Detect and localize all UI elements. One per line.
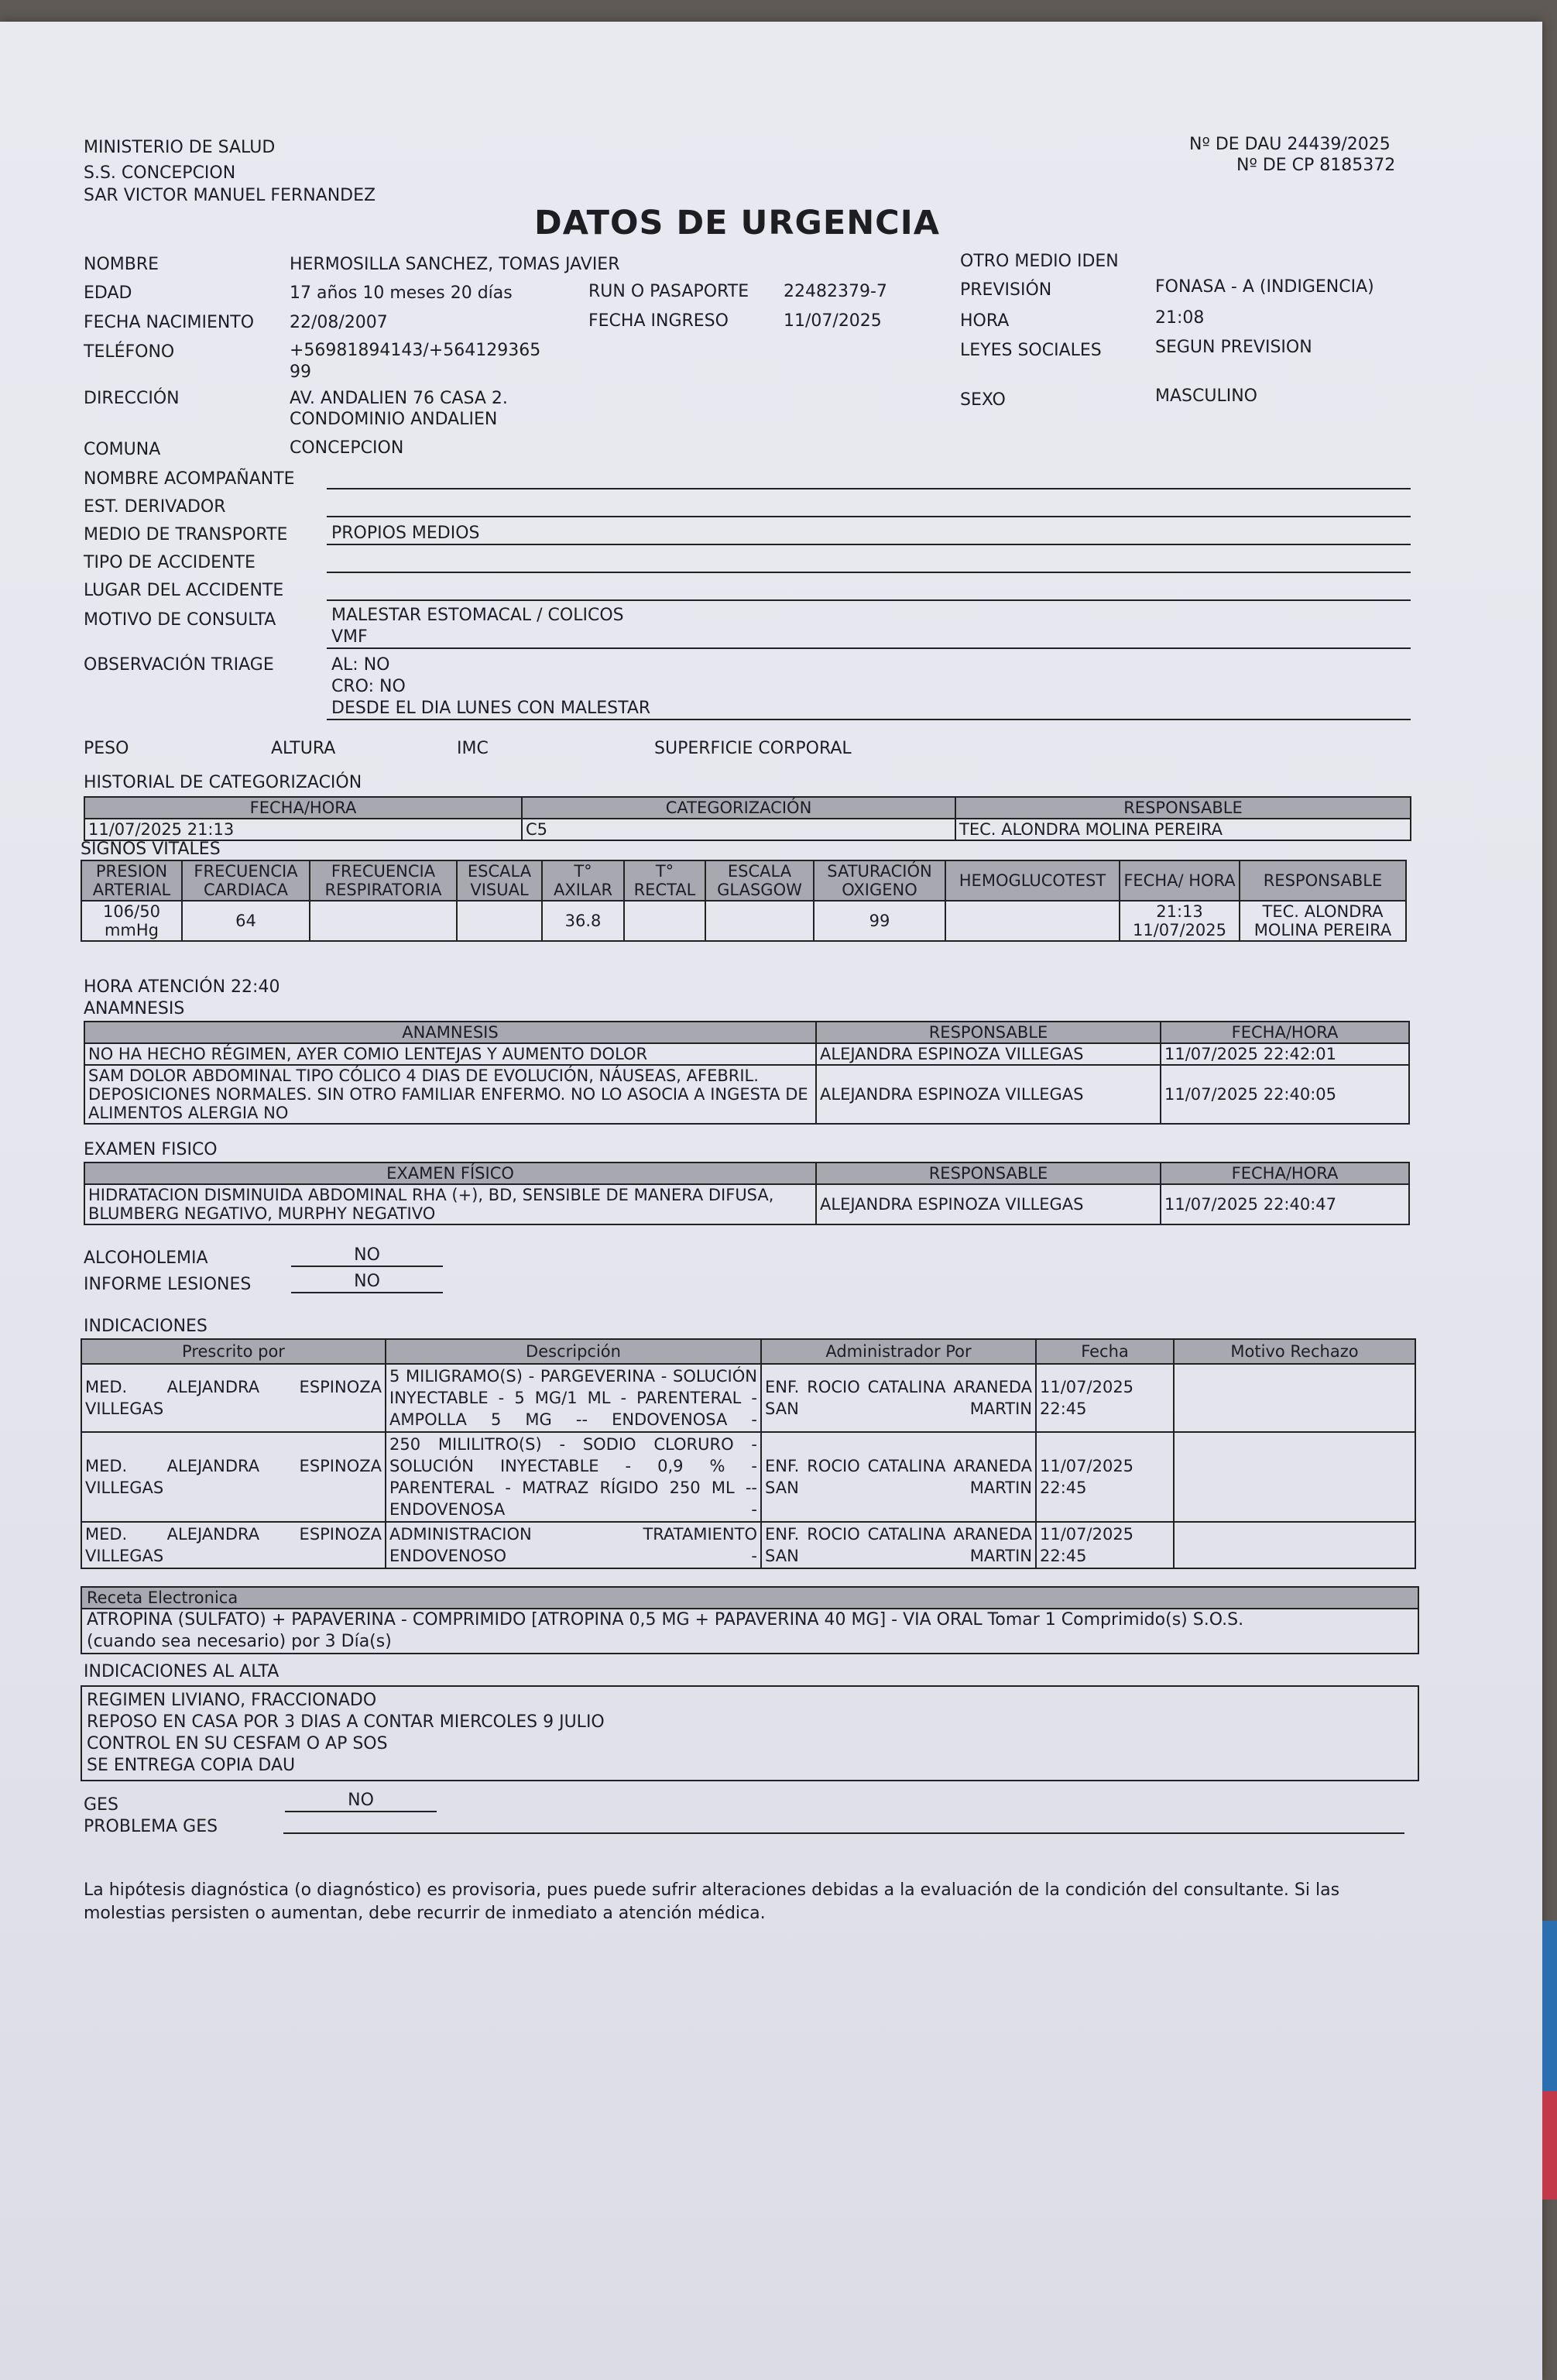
leyes-value: SEGUN PREVISION [1155, 338, 1312, 357]
ex-fecha: 11/07/2025 22:40:47 [1161, 1184, 1409, 1224]
indicaciones-table [81, 1338, 1416, 1569]
sv-presion: 106/50 mmHg [81, 901, 182, 941]
anamnesis-table [84, 1021, 1410, 1125]
ex-header-resp: RESPONSABLE [816, 1163, 1161, 1184]
an-header-fecha: FECHA/HORA [1161, 1022, 1409, 1043]
ind-header-rechazo: Motivo Rechazo [1174, 1339, 1415, 1364]
ex-header-fecha: FECHA/HORA [1161, 1163, 1409, 1184]
ind-prescrito: MED. ALEJANDRA ESPINOZA VILLEGAS [81, 1364, 386, 1432]
acompanante-line [327, 488, 1411, 489]
ex-header-text: EXAMEN FÍSICO [84, 1163, 816, 1184]
document-title: DATOS DE URGENCIA [534, 204, 941, 242]
observacion-value-1: AL: NO [331, 655, 390, 675]
tipo-accidente-label: TIPO DE ACCIDENTE [84, 553, 255, 572]
cat-header-fecha: FECHA/HORA [84, 797, 522, 819]
ind-descripcion: ADMINISTRACION TRATAMIENTO ENDOVENOSO - [386, 1522, 761, 1568]
receta-line-2: (cuando sea necesario) por 3 Día(s) [87, 1632, 392, 1651]
ind-header-prescrito: Prescrito por [81, 1339, 386, 1364]
dau-number: Nº DE DAU 24439/2025 [1189, 135, 1391, 154]
cat-header-resp: RESPONSABLE [955, 797, 1411, 819]
transporte-value: PROPIOS MEDIOS [331, 524, 480, 543]
sv-taxilar: 36.8 [542, 901, 624, 941]
sv-saturacion: 99 [814, 901, 945, 941]
cp-number: Nº DE CP 8185372 [1236, 156, 1396, 175]
cat-fecha: 11/07/2025 21:13 [84, 819, 522, 840]
lesiones-label: INFORME LESIONES [84, 1275, 252, 1294]
derivador-label: EST. DERIVADOR [84, 497, 226, 517]
lesiones-value: NO [291, 1272, 443, 1293]
ges-label: GES [84, 1795, 118, 1815]
receta-line-1: ATROPINA (SULFATO) + PAPAVERINA - COMPRIMIDO [ATROPINA 0,5 MG + PAPAVERINA 40 MG] - VIA ORAL Tomar 1 Comprimido(s) S.O.S. [87, 1610, 1244, 1630]
alta-title: INDICACIONES AL ALTA [84, 1662, 280, 1681]
hora-label: HORA [960, 311, 1010, 331]
an-text: SAM DOLOR ABDOMINAL TIPO CÓLICO 4 DIAS DE EVOLUCIÓN, NÁUSEAS, AFEBRIL. DEPOSICIONES NORMALES. SIN OTRO FAMILIAR ENFERMO. NO LO ASOCIA A INGESTA DE ALIMENTOS ALERGIA NO [84, 1065, 816, 1124]
sv-header-trectal: T° RECTAL [624, 860, 705, 901]
document-page [0, 22, 1542, 2380]
table-row [84, 1043, 1409, 1065]
nombre-label: NOMBRE [84, 255, 159, 274]
examen-title: EXAMEN FISICO [84, 1140, 218, 1159]
table-row [81, 1522, 1415, 1568]
nombre-value: HERMOSILLA SANCHEZ, TOMAS JAVIER [290, 255, 620, 274]
table-row [81, 1364, 1415, 1432]
sv-escala [457, 901, 542, 941]
table-row [84, 1065, 1409, 1124]
direccion-value-2: CONDOMINIO ANDALIEN [290, 410, 498, 429]
sv-trectal [624, 901, 705, 941]
peso-label: PESO [84, 739, 129, 758]
observacion-value-2: CRO: NO [331, 677, 406, 696]
ind-rechazo [1174, 1364, 1415, 1432]
cat-header-cat: CATEGORIZACIÓN [522, 797, 955, 819]
background-edge [1542, 1921, 1557, 2091]
sv-header-resp: RESPONSABLE [1240, 860, 1406, 901]
alta-line: CONTROL EN SU CESFAM O AP SOS [87, 1734, 388, 1753]
acompanante-label: NOMBRE ACOMPAÑANTE [84, 469, 295, 489]
sv-header-presion: PRESION ARTERIAL [81, 860, 182, 901]
observacion-line [327, 719, 1411, 720]
sexo-value: MASCULINO [1155, 386, 1257, 406]
an-responsable: ALEJANDRA ESPINOZA VILLEGAS [816, 1065, 1161, 1124]
sv-header-saturacion: SATURACIÓN OXIGENO [814, 860, 945, 901]
ind-fecha: 11/07/2025 22:45 [1036, 1432, 1174, 1522]
an-fecha: 11/07/2025 22:42:01 [1161, 1043, 1409, 1065]
cat-responsable: TEC. ALONDRA MOLINA PEREIRA [955, 819, 1411, 840]
institution-line-1: MINISTERIO DE SALUD [84, 138, 276, 157]
ind-admin: ENF. ROCIO CATALINA ARANEDA SAN MARTIN [761, 1522, 1036, 1568]
ind-descripcion: 250 MILILITRO(S) - SODIO CLORURO - SOLUCIÓN INYECTABLE - 0,9 % - PARENTERAL - MATRAZ RÍGIDO 250 ML -- ENDOVENOSA - [386, 1432, 761, 1522]
sv-header-hgt: HEMOGLUCOTEST [945, 860, 1120, 901]
an-header-resp: RESPONSABLE [816, 1022, 1161, 1043]
alcoholemia-label: ALCOHOLEMIA [84, 1248, 208, 1268]
sv-responsable: TEC. ALONDRA MOLINA PEREIRA [1240, 901, 1406, 941]
problema-ges-label: PROBLEMA GES [84, 1817, 218, 1836]
institution-line-3: SAR VICTOR MANUEL FERNANDEZ [84, 186, 376, 205]
alcoholemia-value: NO [291, 1245, 443, 1267]
ind-fecha: 11/07/2025 22:45 [1036, 1522, 1174, 1568]
telefono-value-1: +56981894143/+564129365 [290, 341, 541, 360]
sv-header-glasgow: ESCALA GLASGOW [705, 860, 814, 901]
sv-header-fc: FRECUENCIA CARDIACA [182, 860, 310, 901]
indicaciones-title: INDICACIONES [84, 1317, 207, 1336]
direccion-value-1: AV. ANDALIEN 76 CASA 2. [290, 389, 508, 408]
table-row [81, 1432, 1415, 1522]
run-value: 22482379-7 [784, 282, 887, 301]
an-text: NO HA HECHO RÉGIMEN, AYER COMIO LENTEJAS Y AUMENTO DOLOR [84, 1043, 816, 1065]
comuna-label: COMUNA [84, 440, 161, 459]
ind-prescrito: MED. ALEJANDRA ESPINOZA VILLEGAS [81, 1522, 386, 1568]
edad-value: 17 años 10 meses 20 días [290, 283, 513, 303]
institution-line-2: S.S. CONCEPCION [84, 163, 236, 183]
examen-table [84, 1162, 1410, 1225]
ind-rechazo [1174, 1522, 1415, 1568]
sv-header-fecha: FECHA/ HORA [1120, 860, 1240, 901]
sv-fecha: 21:13 11/07/2025 [1120, 901, 1240, 941]
ex-text: HIDRATACION DISMINUIDA ABDOMINAL RHA (+), BD, SENSIBLE DE MANERA DIFUSA, BLUMBERG NEGATIVO, MURPHY NEGATIVO [84, 1184, 816, 1224]
tipo-accidente-line [327, 572, 1411, 573]
telefono-value-2: 99 [290, 362, 311, 382]
alta-box [81, 1685, 1419, 1781]
sv-header-taxilar: T° AXILAR [542, 860, 624, 901]
sv-fr [310, 901, 457, 941]
prevision-label: PREVISIÓN [960, 280, 1052, 300]
imc-label: IMC [457, 739, 489, 758]
fecha-nacimiento-value: 22/08/2007 [290, 313, 388, 332]
sv-header-escala: ESCALA VISUAL [457, 860, 542, 901]
alta-line: REGIMEN LIVIANO, FRACCIONADO [87, 1691, 377, 1710]
observacion-label: OBSERVACIÓN TRIAGE [84, 655, 274, 675]
ind-header-descripcion: Descripción [386, 1339, 761, 1364]
alta-line: SE ENTREGA COPIA DAU [87, 1756, 296, 1775]
ind-header-admin: Administrador Por [761, 1339, 1036, 1364]
motivo-line [327, 647, 1411, 649]
edad-label: EDAD [84, 283, 132, 303]
an-fecha: 11/07/2025 22:40:05 [1161, 1065, 1409, 1124]
hora-atencion: HORA ATENCIÓN 22:40 [84, 977, 280, 997]
derivador-line [327, 516, 1411, 517]
motivo-value-1: MALESTAR ESTOMACAL / COLICOS [331, 606, 624, 625]
observacion-value-3: DESDE EL DIA LUNES CON MALESTAR [331, 699, 651, 718]
anamnesis-title: ANAMNESIS [84, 999, 185, 1018]
receta-title: Receta Electronica [82, 1588, 1418, 1609]
ges-value: NO [285, 1791, 437, 1812]
sv-header-fr: FRECUENCIA RESPIRATORIA [310, 860, 457, 901]
sv-glasgow [705, 901, 814, 941]
ind-admin: ENF. ROCIO CATALINA ARANEDA SAN MARTIN [761, 1364, 1036, 1432]
problema-ges-line [283, 1832, 1404, 1834]
run-label: RUN O PASAPORTE [588, 282, 749, 301]
transporte-line [327, 544, 1411, 545]
categorizacion-table [84, 796, 1411, 841]
receta-box [81, 1586, 1419, 1654]
lugar-accidente-label: LUGAR DEL ACCIDENTE [84, 581, 284, 600]
an-responsable: ALEJANDRA ESPINOZA VILLEGAS [816, 1043, 1161, 1065]
telefono-label: TELÉFONO [84, 342, 175, 362]
ind-admin: ENF. ROCIO CATALINA ARANEDA SAN MARTIN [761, 1432, 1036, 1522]
direccion-label: DIRECCIÓN [84, 389, 180, 408]
sexo-label: SEXO [960, 390, 1006, 410]
signos-title: SIGNOS VITALES [81, 840, 221, 859]
cat-valor: C5 [522, 819, 955, 840]
hora-value: 21:08 [1155, 308, 1205, 328]
categorizacion-title: HISTORIAL DE CATEGORIZACIÓN [84, 773, 362, 792]
motivo-value-2: VMF [331, 627, 368, 647]
ind-header-fecha: Fecha [1036, 1339, 1174, 1364]
transporte-label: MEDIO DE TRANSPORTE [84, 525, 288, 544]
ind-rechazo [1174, 1432, 1415, 1522]
prevision-value: FONASA - A (INDIGENCIA) [1155, 277, 1374, 297]
ind-descripcion: 5 MILIGRAMO(S) - PARGEVERINA - SOLUCIÓN INYECTABLE - 5 MG/1 ML - PARENTERAL - AMPOLLA 5 MG -- ENDOVENOSA - [386, 1364, 761, 1432]
alta-line: REPOSO EN CASA POR 3 DIAS A CONTAR MIERCOLES 9 JULIO [87, 1712, 605, 1732]
motivo-label: MOTIVO DE CONSULTA [84, 610, 276, 630]
superficie-label: SUPERFICIE CORPORAL [654, 739, 852, 758]
otro-medio-label: OTRO MEDIO IDEN [960, 252, 1119, 271]
sv-fc: 64 [182, 901, 310, 941]
disclaimer: La hipótesis diagnóstica (o diagnóstico) es provisoria, pues puede sufrir alteraciones debidas a la evaluación de la condición del consultante. Si las molestias persisten o aumentan, debe recurrir de inmediato a atención médica. [84, 1880, 1340, 1923]
background-edge [1542, 2091, 1557, 2200]
an-header-text: ANAMNESIS [84, 1022, 816, 1043]
altura-label: ALTURA [271, 739, 336, 758]
fecha-ingreso-label: FECHA INGRESO [588, 311, 729, 331]
ind-fecha: 11/07/2025 22:45 [1036, 1364, 1174, 1432]
lugar-accidente-line [327, 599, 1411, 601]
ex-responsable: ALEJANDRA ESPINOZA VILLEGAS [816, 1184, 1161, 1224]
fecha-ingreso-value: 11/07/2025 [784, 311, 882, 331]
comuna-value: CONCEPCION [290, 438, 404, 458]
ind-prescrito: MED. ALEJANDRA ESPINOZA VILLEGAS [81, 1432, 386, 1522]
leyes-label: LEYES SOCIALES [960, 341, 1102, 360]
fecha-nacimiento-label: FECHA NACIMIENTO [84, 313, 255, 332]
signos-table [81, 860, 1407, 942]
sv-hgt [945, 901, 1120, 941]
